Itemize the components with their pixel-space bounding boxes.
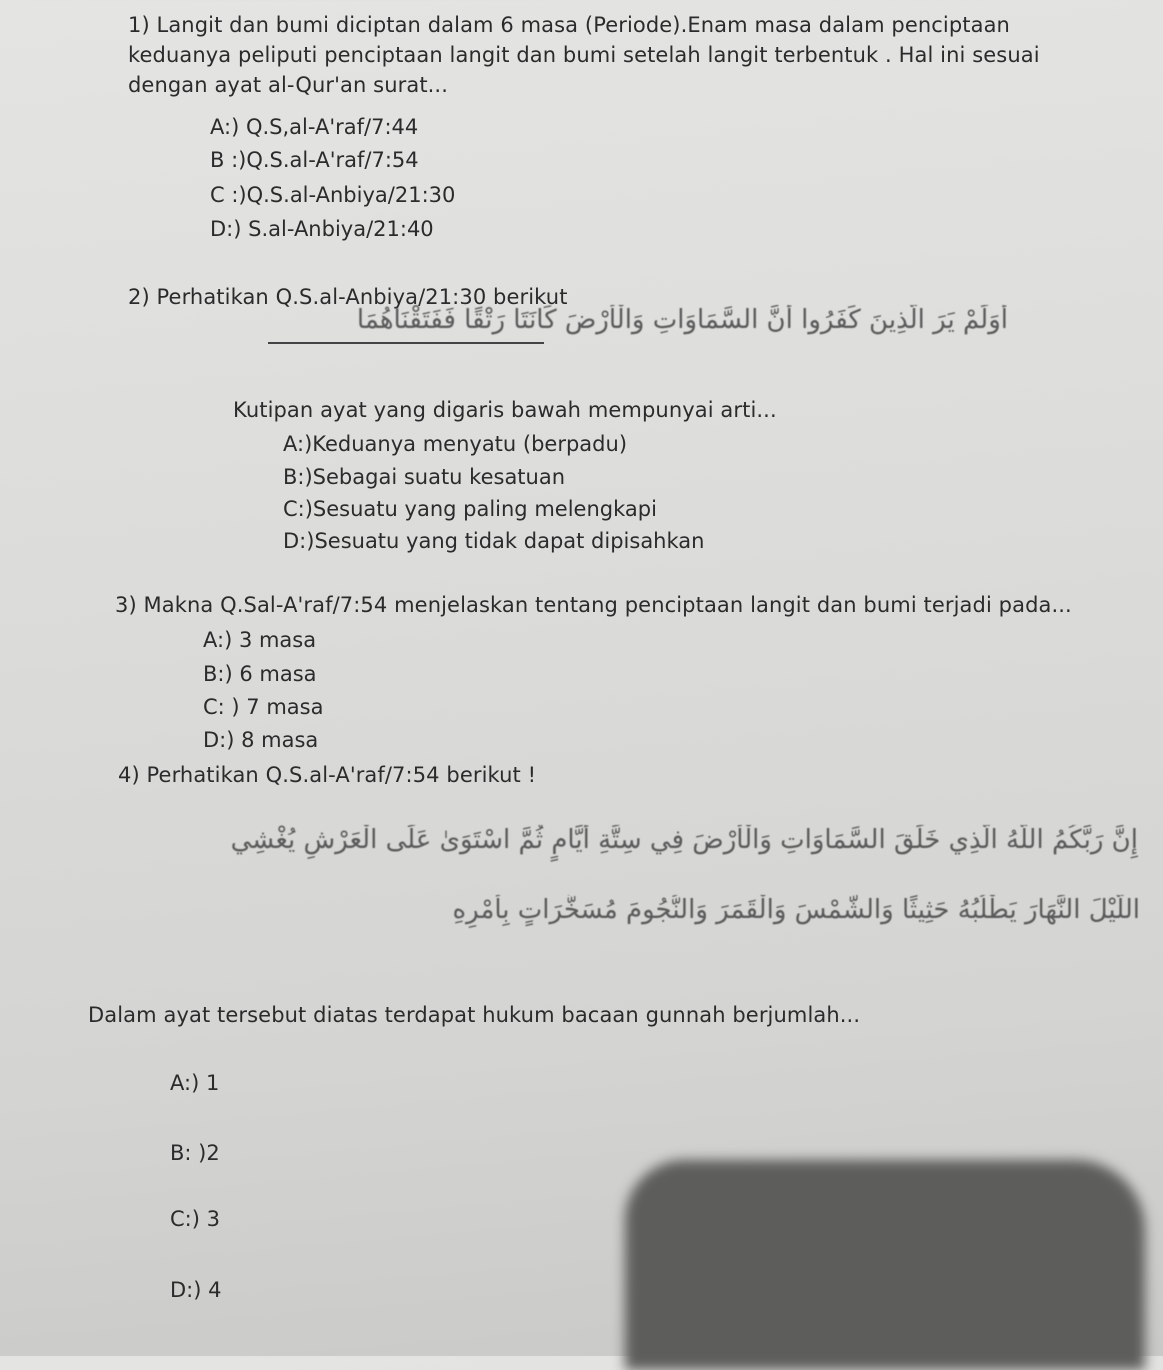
q2-title: 2) Perhatikan Q.S.al-Anbiya/21:30 berikut <box>128 285 568 309</box>
q2-option-b[interactable]: B:)Sebagai suatu kesatuan <box>283 465 566 489</box>
q3-option-b[interactable]: B:) 6 masa <box>203 662 317 686</box>
q4-option-b[interactable]: B: )2 <box>170 1141 220 1165</box>
shadow-overlay <box>625 1160 1145 1370</box>
q2-option-d[interactable]: D:)Sesuatu yang tidak dapat dipisahkan <box>283 529 705 553</box>
q2-option-c[interactable]: C:)Sesuatu yang paling melengkapi <box>283 497 657 521</box>
q4-arabic-line-1: إِنَّ رَبَّكُمُ اللَّهُ الَّذِي خَلَقَ السَّمَاوَاتِ وَالْأَرْضَ فِي سِتَّةِ أَيَّامٍ ثُمَّ اسْتَوَىٰ عَلَى الْعَرْشِ يُغْشِي <box>230 825 1138 855</box>
q1-line-3: dengan ayat al-Qur'an surat... <box>128 73 448 97</box>
q2-prompt: Kutipan ayat yang digaris bawah mempunyai arti... <box>233 398 777 422</box>
q4-title: 4) Perhatikan Q.S.al-A'raf/7:54 berikut ! <box>118 763 537 787</box>
q3-option-a[interactable]: A:) 3 masa <box>203 628 317 652</box>
q4-option-a[interactable]: A:) 1 <box>170 1071 220 1095</box>
q3-option-d[interactable]: D:) 8 masa <box>203 728 319 752</box>
q1-line-2: keduanya peliputi penciptaan langit dan bumi setelah langit terbentuk . Hal ini sesuai <box>128 43 1040 67</box>
q3-option-c[interactable]: C: ) 7 masa <box>203 695 324 719</box>
q2-underline-mark <box>268 342 544 344</box>
q1-option-d[interactable]: D:) S.al-Anbiya/21:40 <box>210 217 434 241</box>
q1-line-1: 1) Langit dan bumi diciptan dalam 6 masa (Periode).Enam masa dalam penciptaan <box>128 13 1010 37</box>
q4-prompt: Dalam ayat tersebut diatas terdapat hukum bacaan gunnah berjumlah... <box>88 1003 861 1027</box>
q2-arabic-verse: أَوَلَمْ يَرَ الَّذِينَ كَفَرُوا أَنَّ السَّمَاوَاتِ وَالْأَرْضَ كَانَتَا رَتْقًا فَفَتَقْنَاهُمَا <box>356 305 1008 335</box>
q1-option-c[interactable]: C :)Q.S.al-Anbiya/21:30 <box>210 183 456 207</box>
q2-option-a[interactable]: A:)Keduanya menyatu (berpadu) <box>283 432 628 456</box>
q1-option-a[interactable]: A:) Q.S,al-A'raf/7:44 <box>210 115 419 139</box>
q1-option-b[interactable]: B :)Q.S.al-A'raf/7:54 <box>210 148 419 172</box>
q3-title: 3) Makna Q.Sal-A'raf/7:54 menjelaskan tentang penciptaan langit dan bumi terjadi pada... <box>115 593 1072 617</box>
q4-option-c[interactable]: C:) 3 <box>170 1207 220 1231</box>
q4-arabic-line-2: اللَّيْلَ النَّهَارَ يَطْلُبُهُ حَثِيثًا وَالشَّمْسَ وَالْقَمَرَ وَالنُّجُومَ مُسَخَّرَاتٍ بِأَمْرِهِ <box>452 895 1140 925</box>
q4-option-d[interactable]: D:) 4 <box>170 1278 222 1302</box>
